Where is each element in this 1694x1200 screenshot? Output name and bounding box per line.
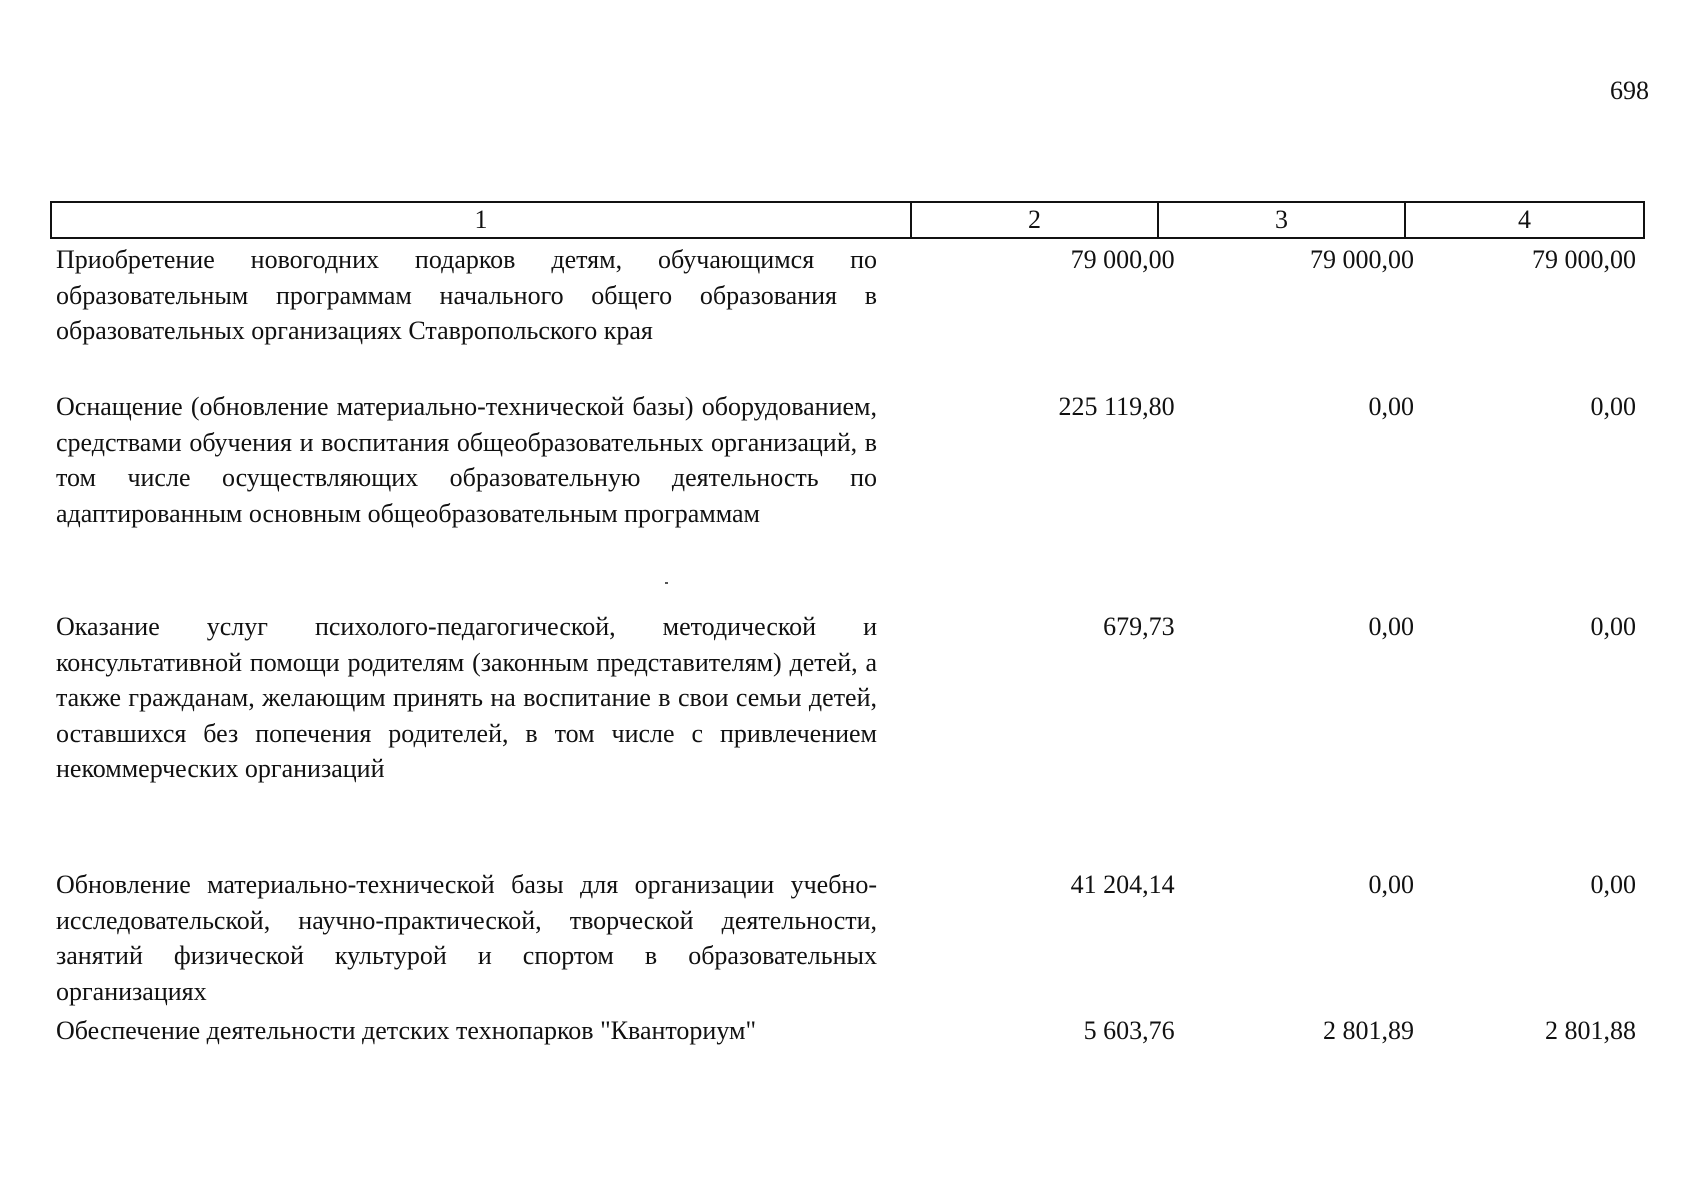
row-value-col-2: 79 000,00 <box>1070 245 1175 274</box>
row-value-col-4: 0,00 <box>1590 612 1636 641</box>
row-value-col-3: 79 000,00 <box>1310 245 1415 274</box>
row-description: Оснащение (обновление материально-технической базы) оборудованием, средствами обучения и воспитания общеобразовательных организаций, в том числе осуществляющих образовательную деятельность по адаптированным основным общеобразовательным программам <box>56 392 878 528</box>
row-description: Оказание услуг психолого-педагогической, методической и консультативной помощи родителям (законным представителям) детей, а также гражданам, желающим принять на воспитание в свои семьи детей, оставшихся без попечения родителей, в том числе с привлечением некоммерческих организаций <box>56 612 878 783</box>
header-col-2: 2 <box>912 203 1159 237</box>
table-row <box>56 867 1636 1009</box>
row-value-col-4: 0,00 <box>1590 392 1636 421</box>
row-value-col-2: 5 603,76 <box>1083 1016 1175 1045</box>
table-row <box>56 242 1636 349</box>
row-value-col-4: 79 000,00 <box>1531 245 1636 274</box>
row-description: Приобретение новогодних подарков детям, обучающимся по образовательным программам начального общего образования в образовательных организациях Ставропольского края <box>56 245 878 345</box>
header-col-4: 4 <box>1518 205 1531 234</box>
header-col-3: 3 <box>1159 203 1406 237</box>
row-value-col-3: 0,00 <box>1368 392 1415 421</box>
row-value-col-4: 2 801,88 <box>1544 1016 1636 1045</box>
row-description: Обновление материально-технической базы для организации учебно-исследовательской, научно-практической, творческой деятельности, занятий физической культурой и спортом в образовательных организациях <box>56 870 878 1006</box>
table-row <box>56 389 1636 531</box>
row-value-col-3: 2 801,89 <box>1323 1016 1415 1045</box>
page-number: 698 <box>1610 76 1649 105</box>
row-value-col-3: 0,00 <box>1368 612 1415 641</box>
scan-speck <box>665 582 668 584</box>
row-value-col-2: 41 204,14 <box>1070 870 1175 899</box>
table-header <box>50 201 1645 239</box>
header-col-1: 1 <box>52 203 912 237</box>
row-value-col-4: 0,00 <box>1590 870 1636 899</box>
table-row <box>56 609 1636 787</box>
row-value-col-2: 679,73 <box>1103 612 1175 641</box>
row-value-col-2: 225 119,80 <box>1058 392 1175 421</box>
table-row <box>56 1013 1636 1049</box>
row-value-col-3: 0,00 <box>1368 870 1415 899</box>
row-description: Обеспечение деятельности детских технопарков "Кванториум" <box>56 1016 757 1045</box>
